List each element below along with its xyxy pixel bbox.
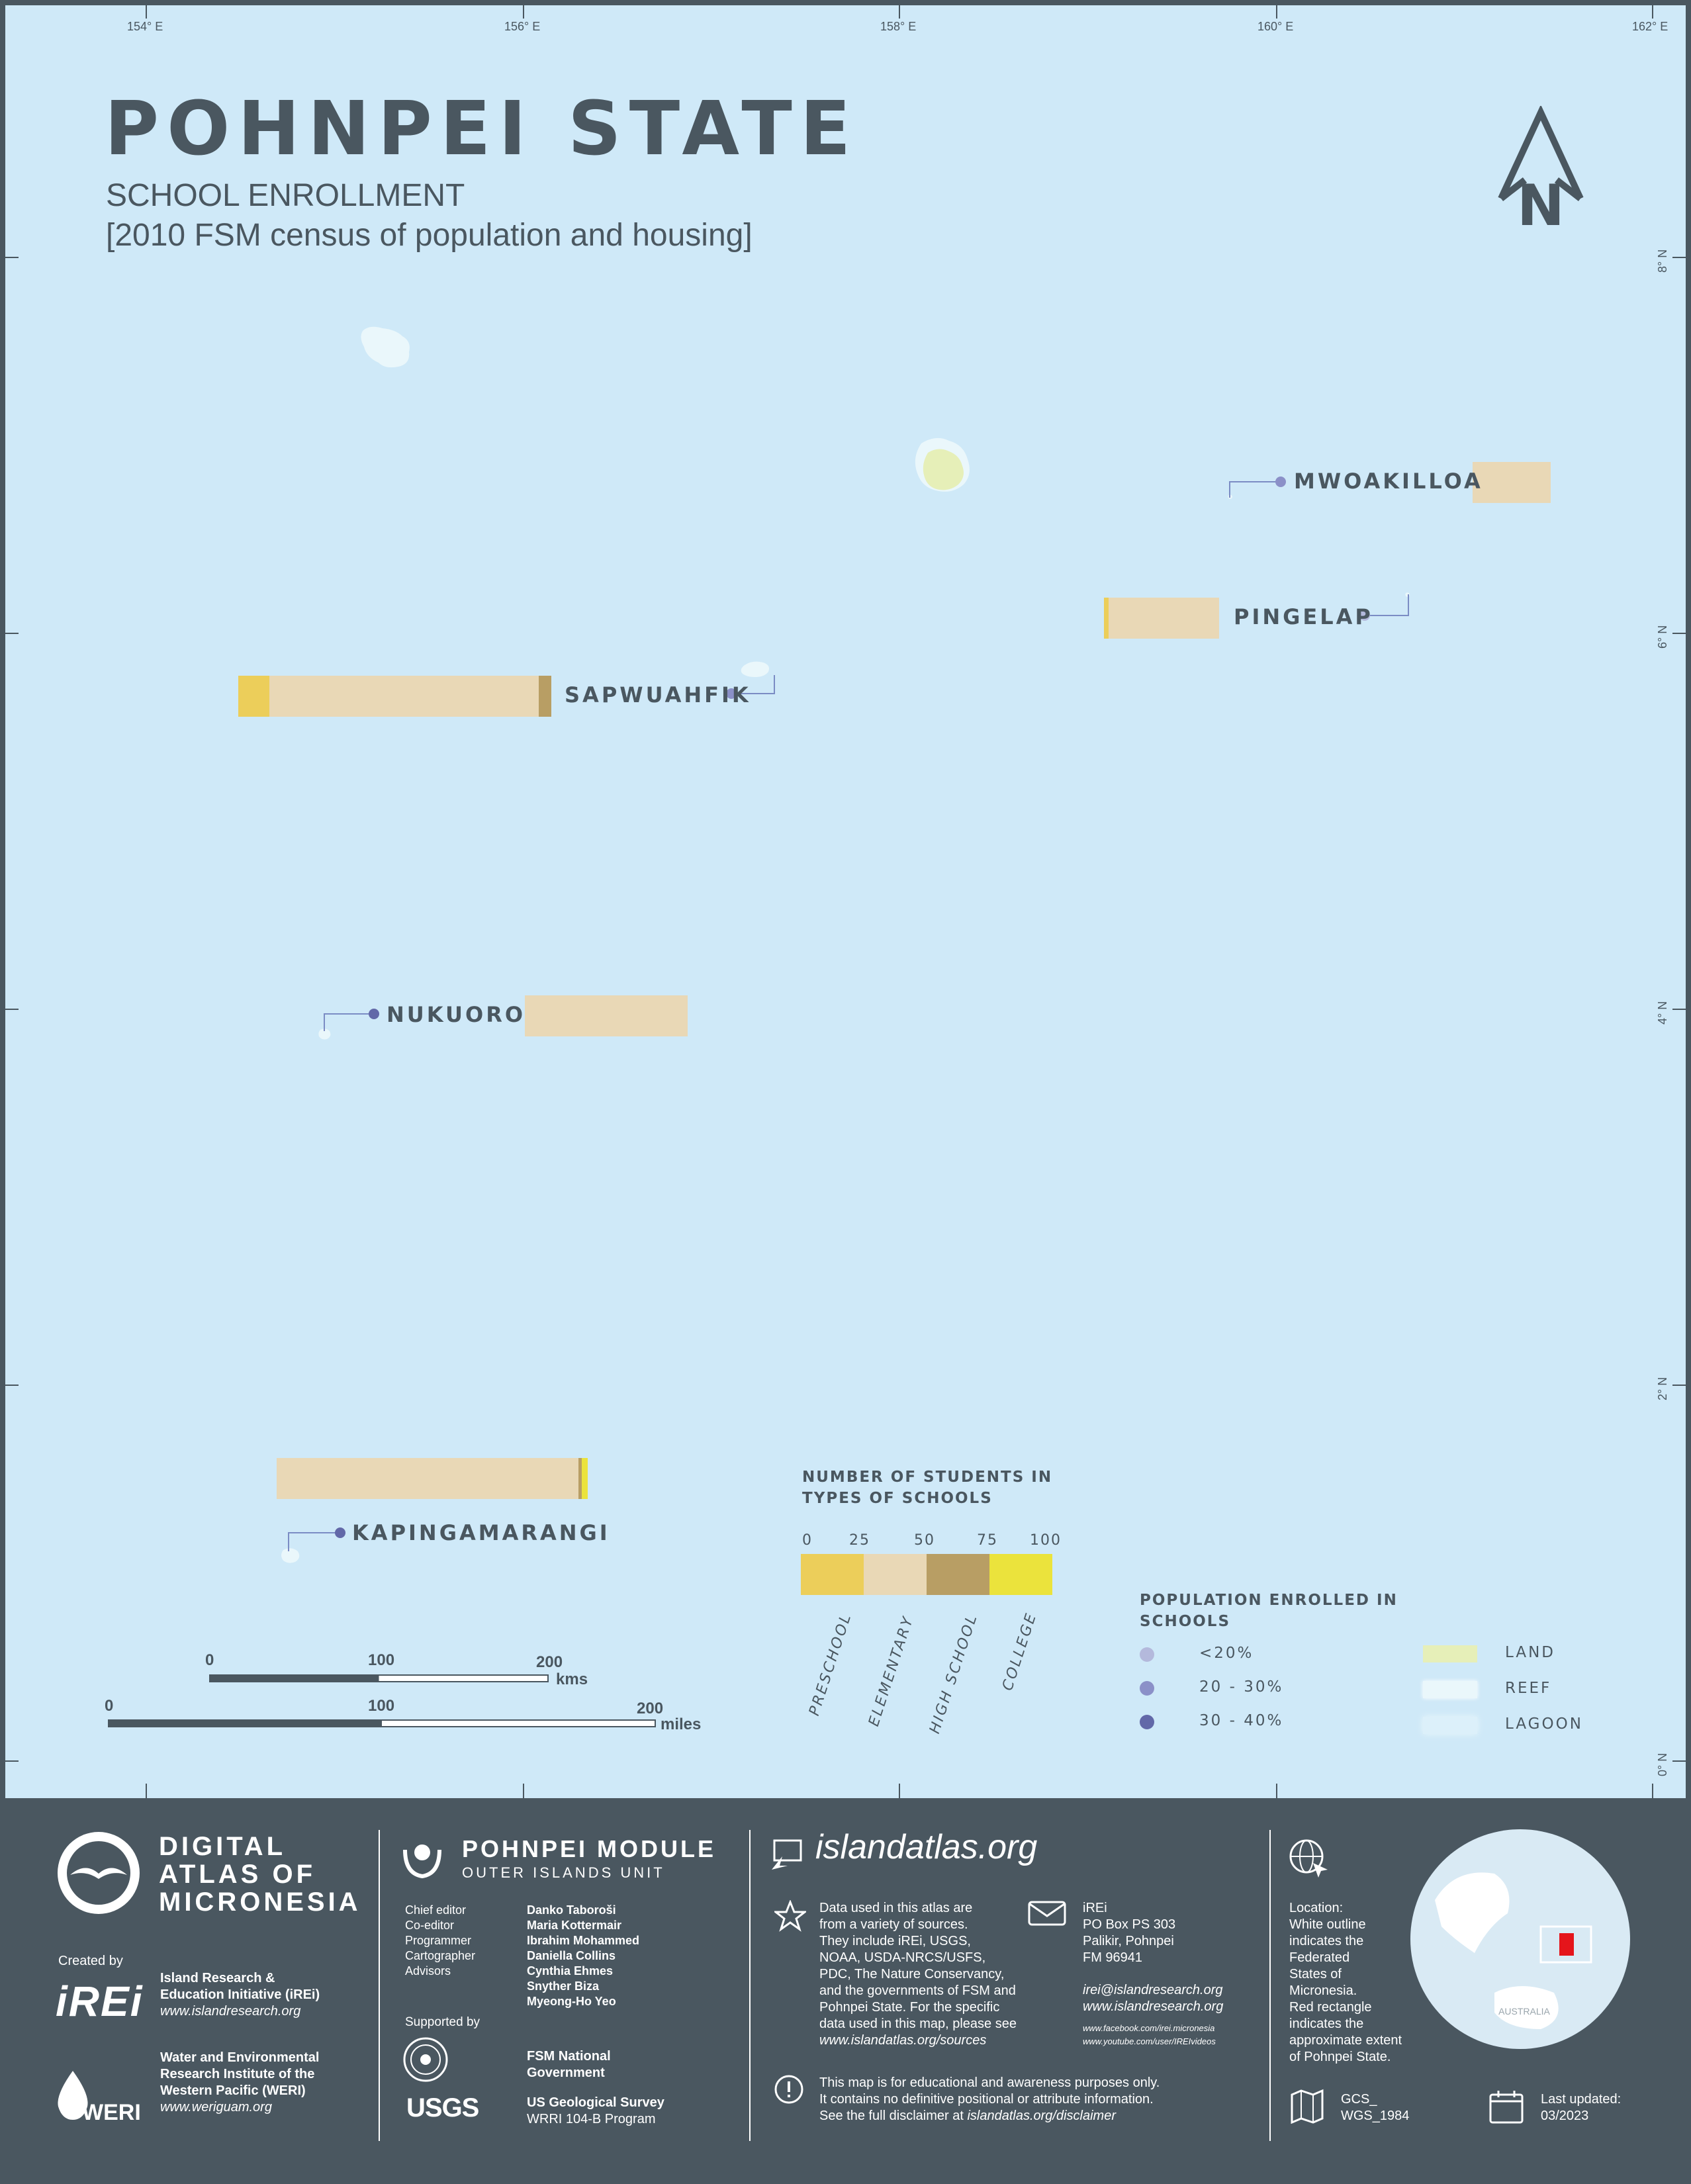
enrollment-dot-mwoakilloa bbox=[1275, 477, 1286, 487]
enrollment-bar-sapwuahfik bbox=[238, 676, 551, 717]
sources-line: Pohnpei State. For the specific bbox=[819, 2000, 1000, 2015]
lon-label: 154° E bbox=[127, 20, 163, 33]
module-subtitle: OUTER ISLANDS UNIT bbox=[462, 1864, 665, 1881]
bar-segment-elementary bbox=[1109, 598, 1219, 639]
scale-mi-tick: 100 bbox=[368, 1697, 395, 1715]
credit-role: Cartographer bbox=[405, 1949, 476, 1962]
fsm-name-line2: Government bbox=[527, 2066, 605, 2080]
island-label-kapingamarangi: KAPINGAMARANGI bbox=[352, 1520, 610, 1545]
location-line: indicates the bbox=[1289, 1934, 1364, 1948]
location-line: States of bbox=[1289, 1967, 1342, 1981]
credit-person: Daniella Collins bbox=[527, 1949, 616, 1962]
lon-label: 158° E bbox=[880, 20, 917, 33]
enrollment-bar-pingelap bbox=[1104, 598, 1219, 639]
location-line: Federated bbox=[1289, 1950, 1350, 1965]
enrollment-dot-nukuoro bbox=[369, 1009, 379, 1019]
leader-line-nukuoro bbox=[324, 1014, 374, 1031]
updated-label: Last updated: bbox=[1541, 2092, 1622, 2107]
locator-globe-icon bbox=[1408, 1827, 1632, 2051]
sources-line: Data used in this atlas are bbox=[819, 1901, 973, 1915]
contact-youtube[interactable]: www.youtube.com/user/IREIvideos bbox=[1083, 2036, 1216, 2046]
population-class-label: 30 - 40% bbox=[1199, 1712, 1284, 1729]
credit-people bbox=[527, 1903, 639, 2009]
sources-line: NOAA, USDA-NRCS/USFS, bbox=[819, 1950, 986, 1965]
legend-swatch-high-school bbox=[927, 1554, 989, 1595]
scale-km-tick: 200 bbox=[536, 1653, 563, 1671]
updated-date: 03/2023 bbox=[1541, 2109, 1589, 2123]
scale-km-unit: kms bbox=[556, 1670, 588, 1688]
population-dot-low bbox=[1140, 1647, 1154, 1662]
contact-line: FM 96941 bbox=[1083, 1950, 1143, 1965]
island-label-nukuoro: NUKUORO bbox=[387, 1002, 526, 1027]
location-line: Location: bbox=[1289, 1901, 1344, 1915]
population-legend-title: POPULATION ENROLLED IN SCHOOLS bbox=[1140, 1592, 1398, 1630]
globe-cursor-icon bbox=[1288, 1838, 1330, 1880]
contact-line: Palikir, Pohnpei bbox=[1083, 1934, 1174, 1948]
star-icon bbox=[774, 1900, 806, 1932]
lagoon-label: LAGOON bbox=[1505, 1715, 1583, 1733]
map-source-note: [2010 FSM census of population and housing] bbox=[106, 218, 753, 253]
legend-tick: 75 bbox=[977, 1532, 998, 1549]
bar-segment-preschool bbox=[238, 676, 269, 717]
credit-role: Chief editor bbox=[405, 1903, 467, 1917]
map-subtitle: SCHOOL ENROLLMENT bbox=[106, 178, 465, 213]
bar-segment-preschool bbox=[1104, 598, 1109, 639]
atlas-name-line2: ATLAS OF bbox=[159, 1860, 316, 1889]
lat-label: 4° N bbox=[1656, 1001, 1669, 1024]
legend-swatch-elementary bbox=[864, 1554, 927, 1595]
irei-url[interactable]: www.islandresearch.org bbox=[160, 2004, 301, 2019]
fsm-name-line1: FSM National bbox=[527, 2049, 611, 2064]
scale-mi-tick: 0 bbox=[105, 1697, 114, 1715]
scale-bar-miles bbox=[108, 1719, 656, 1727]
credit-role: Advisors bbox=[405, 1964, 451, 1978]
population-class-label: <20% bbox=[1199, 1645, 1254, 1662]
reef-swatch bbox=[1423, 1681, 1477, 1698]
reef-label: REEF bbox=[1505, 1680, 1552, 1697]
weri-url[interactable]: www.weriguam.org bbox=[160, 2100, 272, 2115]
credit-person: Maria Kottermair bbox=[527, 1919, 622, 1932]
module-laurel-icon bbox=[401, 1837, 443, 1879]
island-label-mwoakilloa: MWOAKILLOA bbox=[1294, 469, 1483, 494]
north-arrow-label: N bbox=[1517, 173, 1565, 232]
island-reef bbox=[361, 327, 409, 367]
usgs-logo: USGS bbox=[406, 2093, 479, 2122]
irei-name-line2: Education Initiative (iREi) bbox=[160, 1987, 320, 2002]
population-dot-mid bbox=[1140, 1681, 1154, 1696]
land-label: LAND bbox=[1505, 1644, 1555, 1661]
atlas-name-line3: MICRONESIA bbox=[159, 1888, 361, 1917]
enrollment-bar-nukuoro bbox=[525, 995, 688, 1036]
legend-tick: 100 bbox=[1030, 1532, 1062, 1549]
credit-person: Myeong-Ho Yeo bbox=[527, 1995, 616, 2008]
contact-line: PO Box PS 303 bbox=[1083, 1917, 1176, 1932]
sources-line: They include iREi, USGS, bbox=[819, 1934, 971, 1948]
contact-web[interactable]: www.islandresearch.org bbox=[1083, 1999, 1224, 2014]
leader-line-kapingamarangi bbox=[289, 1533, 340, 1551]
credit-roles bbox=[405, 1903, 475, 1979]
sources-link[interactable]: www.islandatlas.org/sources bbox=[819, 2033, 987, 2048]
credit-person: Danko Taboroši bbox=[527, 1903, 616, 1917]
weri-name-line2: Research Institute of the bbox=[160, 2067, 315, 2081]
fsm-seal-icon bbox=[402, 2036, 449, 2083]
map-fold-icon bbox=[1289, 2088, 1325, 2124]
enrollment-bar-mwoakilloa bbox=[1473, 462, 1551, 503]
island-sapwuahfik bbox=[741, 662, 769, 677]
legend-category: ELEMENTARY bbox=[866, 1613, 917, 1729]
legend-tick: 0 bbox=[802, 1532, 813, 1549]
credit-person: Cynthia Ehmes bbox=[527, 1964, 614, 1978]
crs-line2: WGS_1984 bbox=[1341, 2109, 1410, 2123]
footer-divider bbox=[379, 1830, 380, 2141]
legend-title: NUMBER OF STUDENTS IN TYPES OF SCHOOLS bbox=[802, 1469, 1053, 1507]
sources-line: from a variety of sources. bbox=[819, 1917, 968, 1932]
disclaimer-line2: It contains no definitive positional or attribute information. bbox=[819, 2092, 1154, 2107]
contact-block bbox=[1083, 1900, 1175, 1966]
sources-text bbox=[819, 1900, 1017, 2049]
island-label-sapwuahfik: SAPWUAHFIK bbox=[565, 682, 751, 707]
legend-tick: 25 bbox=[849, 1532, 870, 1549]
footer-divider bbox=[1269, 1830, 1271, 2141]
enrollment-dot-kapingamarangi bbox=[335, 1527, 345, 1538]
disclaimer-link[interactable]: islandatlas.org/disclaimer bbox=[967, 2109, 1116, 2123]
location-line: of Pohnpei State. bbox=[1289, 2050, 1391, 2064]
credit-role: Co-editor bbox=[405, 1919, 455, 1932]
island-kapingamarangi bbox=[281, 1548, 299, 1563]
sources-line: and the governments of FSM and bbox=[819, 1983, 1016, 1998]
bar-segment-elementary bbox=[277, 1458, 578, 1499]
legend-category: PRESCHOOL bbox=[806, 1610, 855, 1718]
leader-line-mwoakilloa bbox=[1230, 482, 1281, 498]
disclaimer-line1: This map is for educational and awareness purposes only. bbox=[819, 2075, 1160, 2090]
scale-km-tick: 0 bbox=[205, 1651, 214, 1669]
location-line: indicates the bbox=[1289, 2017, 1364, 2031]
module-title: POHNPEI MODULE bbox=[462, 1835, 717, 1862]
location-line: approximate extent bbox=[1289, 2033, 1402, 2048]
contact-facebook[interactable]: www.facebook.com/irei.micronesia bbox=[1083, 2023, 1215, 2033]
info-alert-icon bbox=[773, 2073, 805, 2105]
location-line: Red rectangle bbox=[1289, 2000, 1372, 2015]
crs-line1: GCS_ bbox=[1341, 2092, 1377, 2107]
disclaimer-prefix: See the full disclaimer at bbox=[819, 2109, 968, 2123]
irei-name-line1: Island Research & bbox=[160, 1971, 275, 1985]
lon-label: 162° E bbox=[1632, 20, 1668, 33]
footer bbox=[0, 1803, 1691, 2184]
location-line: Micronesia. bbox=[1289, 1983, 1357, 1998]
atlas-logo-icon bbox=[56, 1830, 142, 1916]
irei-logo: iREi bbox=[56, 1978, 144, 2025]
sources-line: PDC, The Nature Conservancy, bbox=[819, 1967, 1005, 1981]
usgs-program: WRRI 104-B Program bbox=[527, 2112, 656, 2126]
legend-tick: 50 bbox=[914, 1532, 935, 1549]
location-line: White outline bbox=[1289, 1917, 1366, 1932]
map-title: POHNPEI STATE bbox=[105, 86, 859, 172]
population-class-label: 20 - 30% bbox=[1199, 1678, 1284, 1696]
lat-label: 2° N bbox=[1656, 1377, 1669, 1400]
contact-line: iREi bbox=[1083, 1901, 1107, 1915]
footer-divider bbox=[749, 1830, 751, 2141]
disclaimer-line3 bbox=[819, 2108, 1116, 2124]
legend-swatch-preschool bbox=[801, 1554, 864, 1595]
globe-label: AUSTRALIA bbox=[1498, 2006, 1550, 2017]
usgs-name: US Geological Survey bbox=[527, 2095, 664, 2110]
island-label-pingelap: PINGELAP bbox=[1234, 604, 1373, 629]
bar-segment-high-school bbox=[539, 676, 551, 717]
sources-line: data used in this map, please see bbox=[819, 2017, 1017, 2031]
bar-segment-elementary bbox=[525, 995, 688, 1036]
lon-label: 160° E bbox=[1257, 20, 1294, 33]
scale-km-tick: 100 bbox=[368, 1651, 395, 1669]
contact-email[interactable]: irei@islandresearch.org bbox=[1083, 1983, 1223, 1997]
credit-role: Programmer bbox=[405, 1934, 472, 1947]
legend-swatch-college bbox=[989, 1554, 1052, 1595]
website-icon bbox=[768, 1837, 805, 1874]
lat-label: 6° N bbox=[1656, 625, 1669, 649]
lat-label: 0° N bbox=[1656, 1752, 1669, 1776]
bar-segment-college bbox=[582, 1458, 588, 1499]
scale-mi-tick: 200 bbox=[637, 1700, 664, 1717]
website-link[interactable]: islandatlas.org bbox=[815, 1828, 1038, 1866]
population-dot-high bbox=[1140, 1715, 1154, 1729]
bar-segment-elementary bbox=[1473, 462, 1551, 503]
land-swatch bbox=[1423, 1645, 1477, 1662]
legend-category: COLLEGE bbox=[999, 1610, 1040, 1693]
scale-bar-km bbox=[209, 1674, 549, 1682]
lagoon-swatch bbox=[1423, 1717, 1477, 1734]
mail-icon bbox=[1027, 1900, 1067, 1927]
weri-name-line1: Water and Environmental bbox=[160, 2050, 320, 2065]
calendar-icon bbox=[1488, 2088, 1525, 2125]
weri-logo: WERI bbox=[82, 2100, 141, 2125]
atlas-name-line1: DIGITAL bbox=[159, 1832, 287, 1861]
legend-category: HIGH SCHOOL bbox=[927, 1611, 982, 1736]
credit-person: Snyther Biza bbox=[527, 1979, 600, 1993]
lon-label: 156° E bbox=[504, 20, 541, 33]
scale-mi-unit: miles bbox=[661, 1715, 702, 1733]
lat-label: 8° N bbox=[1656, 249, 1669, 273]
supported-by-label: Supported by bbox=[405, 2015, 480, 2029]
bar-segment-elementary bbox=[269, 676, 539, 717]
weri-name-line3: Western Pacific (WERI) bbox=[160, 2083, 306, 2098]
credit-person: Ibrahim Mohammed bbox=[527, 1934, 640, 1947]
location-text bbox=[1289, 1900, 1402, 2066]
created-by-label: Created by bbox=[58, 1954, 123, 1968]
enrollment-bar-kapingamarangi bbox=[277, 1458, 588, 1499]
